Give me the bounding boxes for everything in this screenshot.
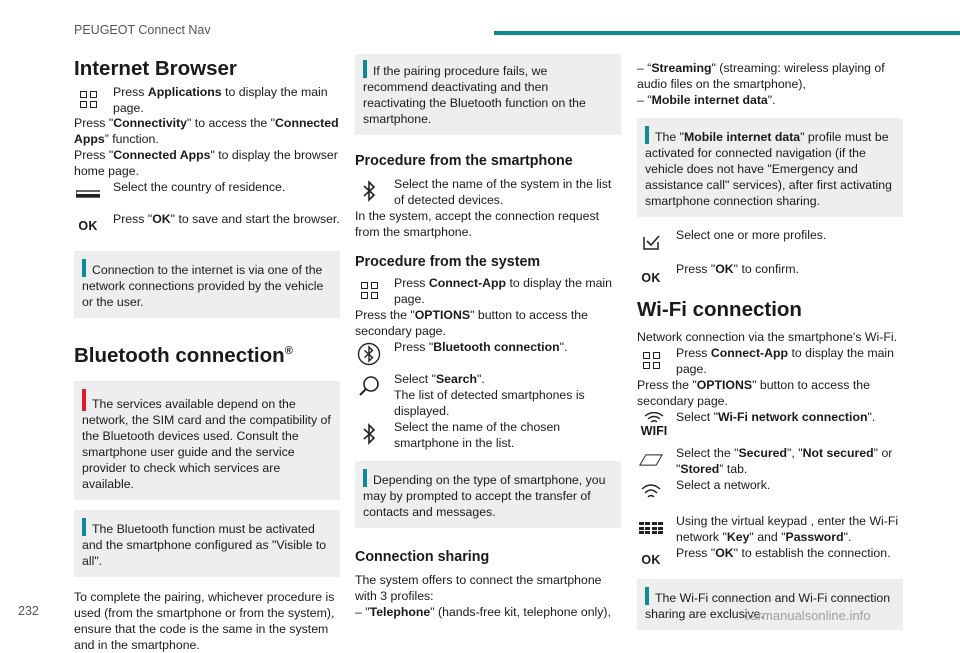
profile-streaming: – “Streaming" (streaming: wireless playing of audio files on the smartphone), — [637, 61, 885, 91]
column-3 — [637, 60, 903, 630]
heading-procedure-smartphone: Procedure from the smartphone — [355, 153, 573, 169]
bluetooth-icon — [357, 180, 381, 202]
header-accent-bar — [494, 31, 960, 35]
step-select-smartphone: Select the name of the chosen smartphone in the list. — [355, 419, 621, 451]
step-accept-request: In the system, accept the connection request from the smartphone. — [355, 209, 600, 239]
ok-icon: OK — [78, 219, 98, 233]
info-indicator-icon — [82, 259, 86, 277]
step-ok-browser: OK Press "OK" to save and start the browser. — [74, 209, 340, 237]
step-ok-confirm: OK Press "OK" to confirm. — [637, 261, 903, 289]
note-wifi-exclusive: The Wi-Fi connection and Wi-Fi connection sharing are exclusive. — [637, 579, 903, 630]
step-options-wifi: Press the "OPTIONS" button to access the secondary page. — [637, 378, 870, 408]
step-ok-establish: OK Press "OK" to establish the connection. — [637, 545, 903, 567]
note-internet: Connection to the internet is via one of the network connections provided by the vehicle or the user. — [74, 251, 340, 318]
step-list-displayed: The list of detected smartphones is displayed. — [394, 388, 585, 418]
column-2 — [355, 54, 621, 620]
wifi-icon — [639, 481, 663, 503]
note-bluetooth-visible: The Bluetooth function must be activated and the smartphone configured as "Visible to all". — [74, 510, 340, 577]
tab-parallelogram-icon — [639, 449, 663, 471]
keyboard-icon — [639, 517, 663, 539]
info-indicator-icon — [645, 587, 649, 605]
step-connect-app: Press Connect-App to display the main page. — [355, 275, 621, 307]
step-country: Select the country of residence. — [74, 179, 340, 205]
note-pairing-fails: If the pairing procedure fails, we recommend deactivating and then reactivating the Bluetooth function on the smartphone. — [355, 54, 621, 135]
heading-connection-sharing: Connection sharing — [355, 549, 490, 565]
warning-indicator-icon — [82, 389, 86, 411]
step-connected-apps: Press "Connected Apps" to display the browser home page. — [74, 148, 338, 178]
checkbox-tick-icon — [639, 231, 663, 253]
profile-mobile-data: – "Mobile internet data". — [637, 93, 776, 107]
para-three-profiles: The system offers to connect the smartphone with 3 profiles: — [355, 573, 602, 603]
wifi-labelled-icon — [639, 409, 669, 441]
warning-services: The services available depend on the network, the SIM card and the compatibility of the Bluetooth devices used. Consult the smartphone user guide and the service provider to check which services are available. — [74, 381, 340, 500]
step-connect-app-wifi: Press Connect-App to display the main page. — [637, 345, 903, 377]
info-indicator-icon — [363, 60, 367, 78]
heading-bluetooth: Bluetooth connection® — [74, 343, 293, 367]
heading-wifi-connection: Wi-Fi connection — [637, 298, 802, 321]
search-icon — [357, 375, 381, 397]
step-select-profiles: Select one or more profiles. — [637, 227, 903, 255]
wifi-text-label: WIFI — [640, 424, 668, 438]
step-virtual-keypad: Using the virtual keypad , enter the Wi-Fi network "Key" and "Password". — [637, 513, 903, 545]
ok-icon: OK — [641, 271, 661, 285]
info-indicator-icon — [82, 518, 86, 536]
step-bluetooth-connection: Press "Bluetooth connection". — [355, 339, 621, 367]
page-number: 232 — [18, 604, 39, 618]
info-indicator-icon — [363, 469, 367, 487]
step-select-tab: Select the "Secured", "Not secured" or "Stored” tab. — [637, 445, 903, 477]
running-header: PEUGEOT Connect Nav — [74, 23, 211, 37]
step-select-system: Select the name of the system in the list of detected devices. — [355, 176, 621, 208]
step-select-network: Select a network. — [637, 477, 903, 505]
heading-procedure-system: Procedure from the system — [355, 254, 541, 270]
ok-icon: OK — [641, 553, 661, 567]
bluetooth-icon — [357, 423, 381, 445]
profile-telephone: – "Telephone" (hands-free kit, telephone only), — [355, 605, 611, 619]
step-applications: Press Applications to display the main page. — [74, 84, 340, 116]
column-1 — [74, 54, 340, 653]
applications-grid-icon — [357, 279, 381, 301]
bluetooth-circle-icon — [357, 343, 381, 365]
step-search: Select "Search". — [355, 371, 621, 387]
flag-bar-icon — [76, 183, 100, 205]
step-options: Press the "OPTIONS" button to access the secondary page. — [355, 308, 588, 338]
applications-grid-icon — [76, 88, 100, 110]
para-wifi-network: Network connection via the smartphone's Wi-Fi. — [637, 330, 897, 344]
step-connectivity: Press "Connectivity" to access the "Connected Apps” function. — [74, 116, 339, 146]
applications-grid-icon — [639, 349, 663, 371]
step-wifi-network-connection: WIFI Select "Wi-Fi network connection". — [637, 409, 903, 439]
para-pairing-code: To complete the pairing, whichever procedure is used (from the smartphone or from the system), ensure that the code is the same in the system and in the smartphone. — [74, 589, 335, 652]
note-contacts-transfer: Depending on the type of smartphone, you may by prompted to accept the transfer of contacts and messages. — [355, 461, 621, 528]
info-indicator-icon — [645, 126, 649, 144]
note-mobile-data-profile: The "Mobile internet data" profile must be activated for connected navigation (if the vehicle does not have "Emergency and assistance call" services), after first activating smartphone connection sharing. — [637, 118, 903, 217]
watermark: carmanualsonline.info — [744, 608, 871, 623]
heading-internet-browser: Internet Browser — [74, 57, 237, 80]
